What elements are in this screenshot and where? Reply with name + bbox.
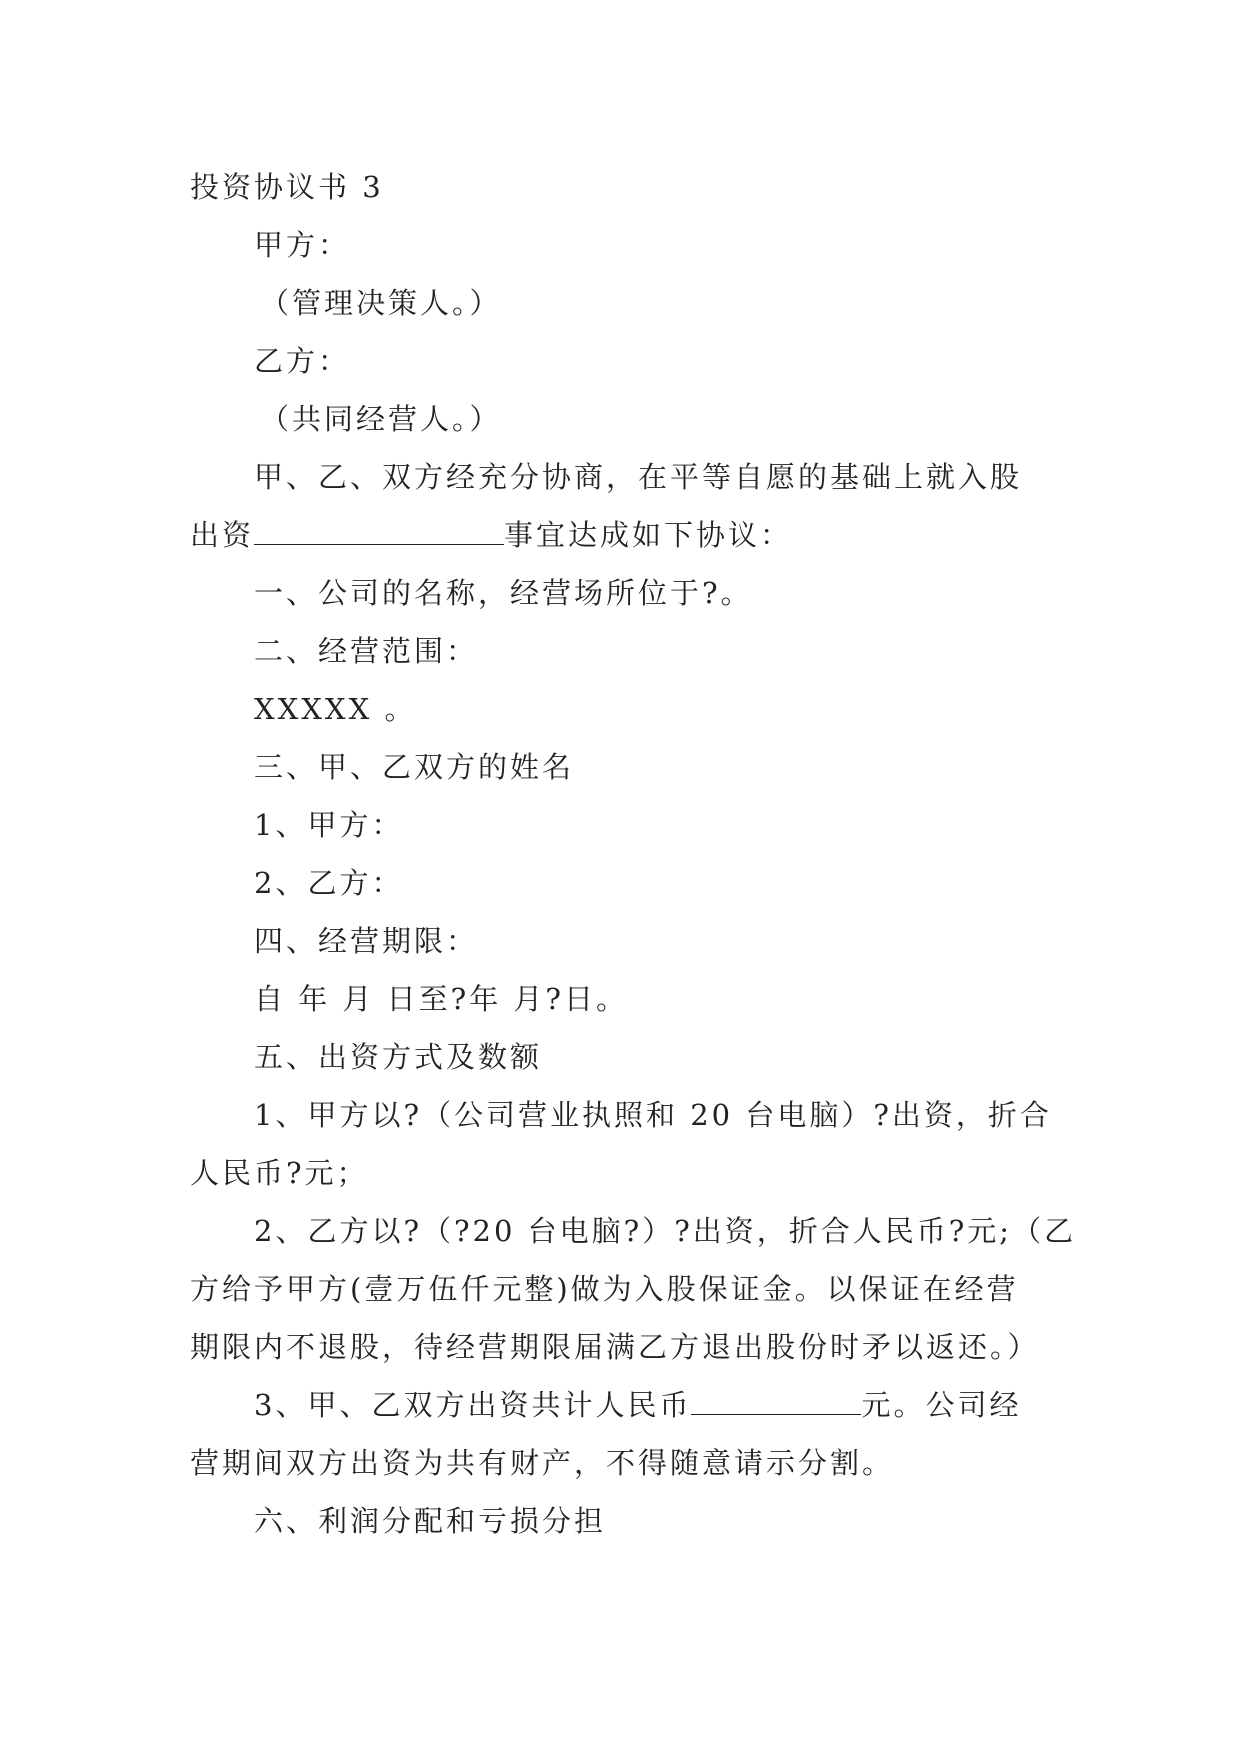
clause-5-2-line-3: 期限内不退股，待经营期限届满乙方退出股份时矛以返还。） xyxy=(190,1330,1040,1364)
clause-3-heading: 三、甲、乙双方的姓名 xyxy=(254,750,575,784)
intro-paragraph-line-1: 甲、乙、双方经充分协商，在平等自愿的基础上就入股 xyxy=(254,460,1023,494)
clause-5-2-line-1: 2、乙方以?（?20 台电脑?）?出资，折合人民币?元;（乙 xyxy=(254,1214,1077,1248)
intro-line2-after: 事宜达成如下协议： xyxy=(504,518,793,552)
clause-3-party-a: 1、甲方： xyxy=(254,808,404,842)
intro-line2-before: 出资 xyxy=(190,518,255,552)
document-body xyxy=(190,158,1077,1550)
clause-5-2-line-2: 方给予甲方(壹万伍仟元整)做为入股保证金。以保证在经营 xyxy=(190,1272,1019,1306)
clause-5-3-line-2: 营期间双方出资为共有财产，不得随意请示分割。 xyxy=(190,1446,895,1480)
party-b-label: 乙方： xyxy=(254,344,351,378)
clause-4-heading: 四、经营期限： xyxy=(254,924,479,958)
clause-2-heading: 二、经营范围： xyxy=(254,634,479,668)
clause-5-3-after: 元。公司经 xyxy=(861,1388,1022,1422)
party-b-role: （共同经营人。） xyxy=(260,402,502,436)
document-title: 投资协议书 3 xyxy=(190,170,384,204)
clause-2-body: XXXXX 。 xyxy=(254,692,417,726)
clause-4-body: 自 年 月 日至?年 月?日。 xyxy=(254,982,628,1016)
total-amount-blank xyxy=(691,1378,861,1415)
clause-1: 一、公司的名称，经营场所位于?。 xyxy=(254,576,753,610)
intro-paragraph-line-2 xyxy=(190,506,1070,564)
clause-5-heading: 五、出资方式及数额 xyxy=(254,1040,543,1074)
clause-5-1-line-2: 人民币?元； xyxy=(190,1156,369,1190)
investment-blank xyxy=(254,508,504,545)
clause-5-3-before: 3、甲、乙双方出资共计人民币 xyxy=(254,1388,692,1422)
clause-5-1-line-1: 1、甲方以?（公司营业执照和 20 台电脑）?出资，折合 xyxy=(254,1098,1052,1132)
clause-3-party-b: 2、乙方： xyxy=(254,866,404,900)
clause-5-3-line-1 xyxy=(190,1376,1070,1434)
party-a-role: （管理决策人。） xyxy=(260,286,502,320)
clause-6-heading: 六、利润分配和亏损分担 xyxy=(254,1504,607,1538)
party-a-label: 甲方： xyxy=(254,228,351,262)
